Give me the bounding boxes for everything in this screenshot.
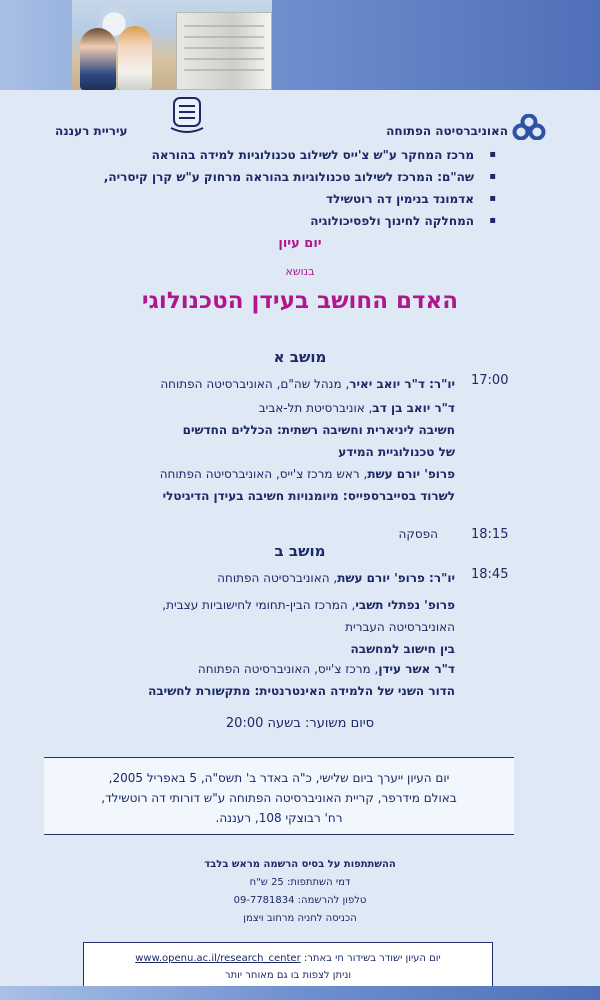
open-university-logo-text: האוניברסיטה הפתוחה xyxy=(386,124,508,138)
organizers-list xyxy=(26,144,496,232)
organizer-item-continuation: ▪ אדמונד בנימין דה רוטשילד xyxy=(26,188,496,210)
event-details-line-2: באולם מידרפר, קריית האוניברסיטה הפתוחה ע"ש דורותי דה רוטשילד, xyxy=(101,791,457,805)
speaker-3-affiliation: , המרכז הבין-תחומי לחישוביות עצבית, xyxy=(162,598,356,612)
speaker-1-talk-line-1: חשיבה ליניארית וחשיבה רשתית: הכללים החדשים xyxy=(182,423,455,437)
speaker-1-talk-line-2: של טכנולוגיית המידע xyxy=(338,445,455,459)
organizer-item: ▪ המחלקה לחינוך ולפסיכולוגיה xyxy=(26,210,496,232)
session-2-chair xyxy=(45,567,455,589)
session-2-title: מושב ב xyxy=(274,542,326,560)
event-subject-label: בנושא xyxy=(285,265,315,278)
session-1-chair-role: , מנהל שה"ם, האוניברסיטה הפתוחה xyxy=(160,377,350,391)
live-broadcast-line-1 xyxy=(84,951,492,967)
registration-phone: טלפון להרשמה: 09-7781834 xyxy=(233,895,367,906)
speaker-4 xyxy=(45,658,455,702)
session-2-time: 18:45 xyxy=(471,567,509,582)
live-broadcast-prefix: יום העיון ישודר בשידור חי באתר: xyxy=(303,953,441,964)
parking-note: הכניסה לחניה מרחוב ויצמן xyxy=(243,913,357,924)
raanana-logo-text: עיריית רעננה xyxy=(55,124,128,138)
session-1-time: 17:00 xyxy=(471,373,509,388)
speaker-3 xyxy=(45,594,455,660)
speaker-2-affiliation: , ראש מרכז צ'ייס, האוניברסיטה הפתוחה xyxy=(159,467,368,481)
speaker-4-talk: הדור השני של הלמידה האינטרנטית: מתקשורת לחשיבה xyxy=(148,684,455,698)
building-image xyxy=(176,12,272,90)
speaker-1-name: ד"ר יואב בן דב xyxy=(372,401,455,415)
organizer-item: ▪ שה"ם: המרכז לשילוב טכנולוגיות בהוראה מרחוק ע"ש קרן קיסריה, xyxy=(26,166,496,188)
break-label: הפסקה xyxy=(398,527,438,541)
estimated-end-time: סיום משוער: בשעה 20:00 xyxy=(225,716,375,731)
session-2-chair-role: , האוניברסיטה הפתוחה xyxy=(217,571,338,585)
session-1-chair xyxy=(45,373,455,395)
event-details-line-1: יום העיון ייערך ביום שלישי, כ"ה באדר ב' תשס"ה, 5 באפריל 2005, xyxy=(108,771,450,785)
organizer-item: ▪ מרכז המחקר ע"ש צ'ייס לשילוב טכנולוגיות למידה בהוראה xyxy=(26,144,496,166)
event-details-box xyxy=(44,757,514,835)
live-broadcast-box xyxy=(83,942,493,990)
live-broadcast-line-2: וניתן לצפות בו גם מאוחר יותר xyxy=(224,970,352,981)
speaker-1-affiliation: , אוניברסיטת תל-אביב xyxy=(258,401,373,415)
event-details-text xyxy=(44,768,514,828)
session-2-chair-name: יו"ר: פרופ' יורם עשת xyxy=(337,571,455,585)
session-1-chair-name: יו"ר: ד"ר יואב יאיר xyxy=(349,377,455,391)
header-photo xyxy=(72,0,272,90)
break-time: 18:15 xyxy=(471,527,509,542)
registration-note: ההשתתפות על בסיס הרשמה מראש בלבד xyxy=(204,859,396,870)
live-broadcast-link[interactable]: www.openu.ac.il/research_center xyxy=(135,953,301,964)
speaker-4-affiliation: , מרכז צ'ייס, האוניברסיטה הפתוחה xyxy=(197,662,379,676)
speaker-1 xyxy=(45,397,455,463)
speaker-2-name: פרופ' יורם עשת xyxy=(367,467,455,481)
header-banner xyxy=(0,0,600,90)
speaker-3-talk: בין חישוב למחשבה xyxy=(350,642,455,656)
speaker-3-name: פרופ' נפתלי תשבי xyxy=(355,598,455,612)
speaker-2 xyxy=(45,463,455,507)
event-title: האדם החושב בעידן הטכנולוגי xyxy=(141,288,459,314)
footer-strip xyxy=(0,986,600,1000)
speaker-3-affiliation-line-2: האוניברסיטה העברית xyxy=(345,620,455,634)
student-image-1 xyxy=(80,28,116,90)
raanana-crest-icon xyxy=(165,96,209,136)
open-university-logo-icon xyxy=(512,114,546,140)
registration-fee: דמי השתתפות: 25 ש"ח xyxy=(249,877,351,888)
speaker-2-talk: לשרוד בסייברספייס: מיומנויות חשיבה בעידן הדיגיטלי xyxy=(162,489,455,503)
speaker-4-name: ד"ר אשר עידן xyxy=(378,662,455,676)
student-image-2 xyxy=(118,26,152,90)
session-1-title: מושב א xyxy=(273,348,327,366)
event-details-line-3: רח' רבוצקי 108, רעננה. xyxy=(215,811,343,825)
event-label: יום עיון xyxy=(278,236,322,251)
